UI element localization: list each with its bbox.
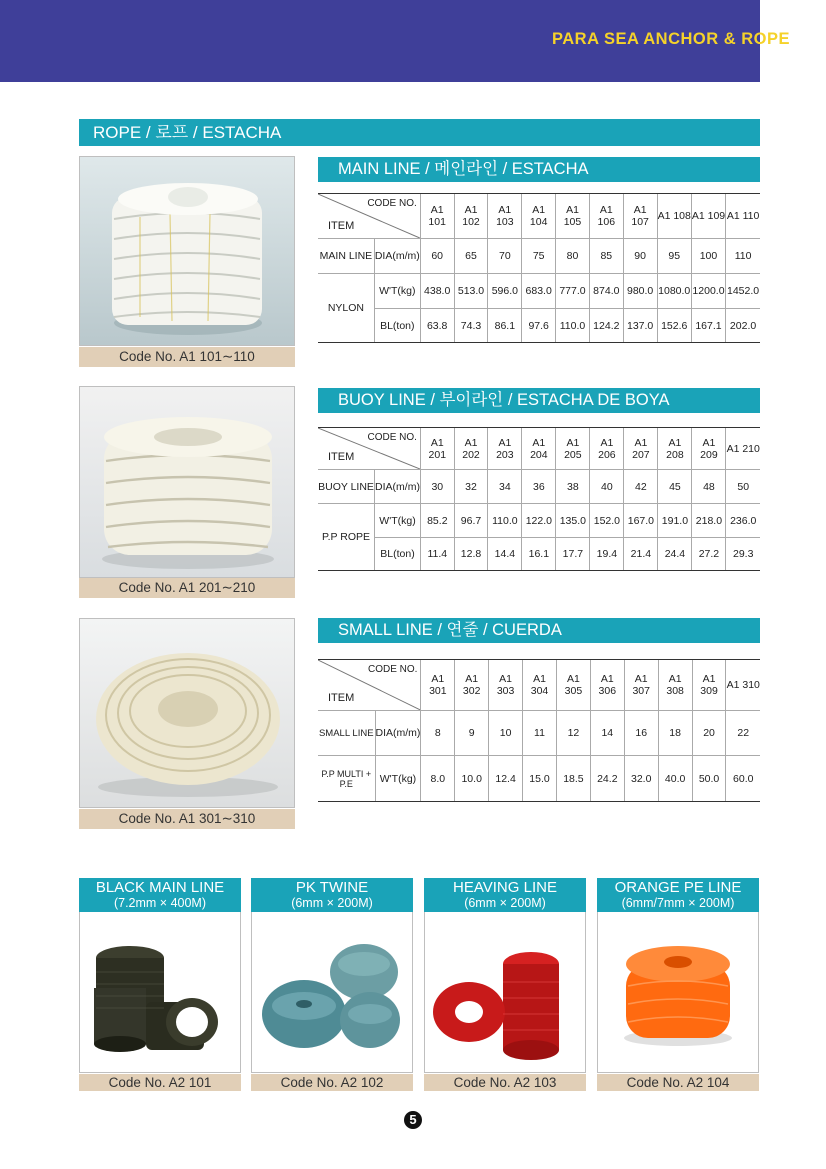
black-main-line-caption: Code No. A2 101: [79, 1074, 241, 1091]
table-cell: 27.2: [692, 538, 726, 571]
row-item: P.P MULTI + P.E: [318, 756, 375, 802]
table-cell: 30: [420, 470, 454, 504]
table-cell: 63.8: [420, 309, 454, 343]
table-cell: 29.3: [726, 538, 760, 571]
table-cell: 70: [488, 239, 522, 274]
table-cell: 8.0: [421, 756, 455, 802]
table-cell: 60: [420, 239, 454, 274]
table-cell: 74.3: [454, 309, 488, 343]
table-cell: 42: [624, 470, 658, 504]
table-cell: 85: [589, 239, 623, 274]
code-header: A1 304: [523, 660, 557, 711]
table-cell: 8: [421, 711, 455, 756]
table-cell: 777.0: [556, 274, 590, 309]
code-header: A1 106: [589, 194, 623, 239]
code-header: A1 310: [726, 660, 760, 711]
code-header: A1 205: [556, 428, 590, 470]
code-header: A1 107: [623, 194, 657, 239]
table-cell: 1080.0: [657, 274, 691, 309]
table-cell: 137.0: [623, 309, 657, 343]
table-cell: 95: [657, 239, 691, 274]
table-cell: 124.2: [589, 309, 623, 343]
buoy-line-caption: Code No. A1 201∼210: [79, 578, 295, 598]
table-cell: 152.0: [590, 504, 624, 538]
main-line-photo: [79, 156, 295, 346]
table-cell: 596.0: [488, 274, 522, 309]
heaving-line-caption: Code No. A2 103: [424, 1074, 586, 1091]
pk-twine-caption: Code No. A2 102: [251, 1074, 413, 1091]
row-unit: W'T(kg): [375, 504, 421, 538]
code-header: A1 208: [658, 428, 692, 470]
buoy-line-title: BUOY LINE / 부이라인 / ESTACHA DE BOYA: [318, 388, 760, 413]
product-spec: (6mm × 200M): [291, 896, 373, 910]
row-unit: BL(ton): [375, 538, 421, 571]
row-item: SMALL LINE: [318, 711, 375, 756]
table-cell: 86.1: [488, 309, 522, 343]
code-no-label: CODE NO.: [367, 432, 417, 443]
table-cell: 48: [692, 470, 726, 504]
row-unit: DIA(m/m): [375, 470, 421, 504]
group-label: P.P ROPE: [318, 504, 375, 571]
table-cell: 34: [488, 470, 522, 504]
orange-pe-line-caption: Code No. A2 104: [597, 1074, 759, 1091]
product-title: ORANGE PE LINE: [614, 879, 742, 896]
small-line-photo: [79, 618, 295, 808]
row-item: BUOY LINE: [318, 470, 375, 504]
page-number: 5: [404, 1111, 422, 1129]
code-header: A1 206: [590, 428, 624, 470]
item-label: ITEM: [328, 692, 355, 704]
code-header: A1 203: [488, 428, 522, 470]
pk-twine-photo: [251, 912, 413, 1073]
table-cell: 96.7: [454, 504, 488, 538]
table-cell: 167.1: [691, 309, 725, 343]
table-cell: 50.0: [692, 756, 726, 802]
table-cell: 14: [590, 711, 624, 756]
table-cell: 135.0: [556, 504, 590, 538]
small-line-caption: Code No. A1 301∼310: [79, 809, 295, 829]
code-header: A1 309: [692, 660, 726, 711]
small-line-title: SMALL LINE / 연줄 / CUERDA: [318, 618, 760, 643]
table-cell: 16.1: [522, 538, 556, 571]
table-cell: 24.2: [590, 756, 624, 802]
table-cell: 980.0: [623, 274, 657, 309]
product-title: BLACK MAIN LINE: [95, 879, 225, 896]
table-cell: 167.0: [624, 504, 658, 538]
table-cell: 12.4: [489, 756, 523, 802]
table-cell: 11.4: [420, 538, 454, 571]
main-line-caption: Code No. A1 101∼110: [79, 347, 295, 367]
row-unit: DIA(m/m): [375, 711, 421, 756]
table-cell: 236.0: [726, 504, 760, 538]
item-code-header: [318, 660, 421, 711]
table-cell: 874.0: [589, 274, 623, 309]
table-cell: 1452.0: [726, 274, 760, 309]
table-cell: 9: [455, 711, 489, 756]
code-header: A1 105: [556, 194, 590, 239]
table-cell: 97.6: [522, 309, 556, 343]
code-header: A1 103: [488, 194, 522, 239]
code-header: A1 108: [657, 194, 691, 239]
table-cell: 110.0: [556, 309, 590, 343]
table-cell: 12: [556, 711, 590, 756]
item-label: ITEM: [328, 451, 355, 463]
black-main-line-photo: [79, 912, 241, 1073]
table-cell: 18.5: [556, 756, 590, 802]
table-cell: 60.0: [726, 756, 760, 802]
table-cell: 90: [623, 239, 657, 274]
code-header: A1 110: [726, 194, 760, 239]
small-line-table: [318, 659, 760, 802]
code-header: A1 204: [522, 428, 556, 470]
row-unit: W'T(kg): [375, 756, 421, 802]
code-header: A1 306: [590, 660, 624, 711]
table-cell: 38: [556, 470, 590, 504]
table-cell: 152.6: [657, 309, 691, 343]
table-cell: 513.0: [454, 274, 488, 309]
code-header: A1 305: [556, 660, 590, 711]
product-title: HEAVING LINE: [453, 879, 557, 896]
table-cell: 80: [556, 239, 590, 274]
table-cell: 32: [454, 470, 488, 504]
table-cell: 85.2: [420, 504, 454, 538]
page-header-title: PARA SEA ANCHOR & ROPE: [551, 30, 790, 48]
table-cell: 11: [523, 711, 557, 756]
buoy-line-table: [318, 427, 760, 571]
table-cell: 218.0: [692, 504, 726, 538]
table-cell: 10: [489, 711, 523, 756]
heaving-line-photo: [424, 912, 586, 1073]
table-cell: 110.0: [488, 504, 522, 538]
main-line-title: MAIN LINE / 메인라인 / ESTACHA: [318, 157, 760, 182]
code-header: A1 307: [624, 660, 658, 711]
table-cell: 21.4: [624, 538, 658, 571]
table-cell: 10.0: [455, 756, 489, 802]
table-cell: 65: [454, 239, 488, 274]
table-cell: 110: [726, 239, 760, 274]
table-cell: 15.0: [523, 756, 557, 802]
product-title: PK TWINE: [295, 879, 369, 896]
table-cell: 40.0: [658, 756, 692, 802]
pk-twine-title-box: [251, 878, 413, 912]
code-header: A1 201: [420, 428, 454, 470]
table-cell: 24.4: [658, 538, 692, 571]
orange-pe-line-title-box: [597, 878, 759, 912]
table-cell: 122.0: [522, 504, 556, 538]
table-cell: 100: [691, 239, 725, 274]
code-header: A1 101: [420, 194, 454, 239]
code-header: A1 210: [726, 428, 760, 470]
table-cell: 18: [658, 711, 692, 756]
black-main-line-title-box: [79, 878, 241, 912]
code-header: A1 303: [489, 660, 523, 711]
product-spec: (7.2mm × 400M): [113, 896, 207, 910]
group-label: NYLON: [318, 274, 374, 343]
table-cell: 19.4: [590, 538, 624, 571]
table-cell: 16: [624, 711, 658, 756]
table-cell: 50: [726, 470, 760, 504]
product-spec: (6mm × 200M): [464, 896, 546, 910]
table-cell: 191.0: [658, 504, 692, 538]
table-cell: 438.0: [420, 274, 454, 309]
code-header: A1 308: [658, 660, 692, 711]
table-cell: 32.0: [624, 756, 658, 802]
heaving-line-title-box: [424, 878, 586, 912]
table-cell: 20: [692, 711, 726, 756]
table-cell: 1200.0: [691, 274, 725, 309]
buoy-line-photo: [79, 386, 295, 578]
item-code-header: [318, 194, 420, 239]
code-header: A1 301: [421, 660, 455, 711]
code-no-label: CODE NO.: [367, 664, 418, 675]
row-unit: BL(ton): [374, 309, 420, 343]
item-code-header: [318, 428, 420, 470]
section-title: ROPE / 로프 / ESTACHA: [79, 119, 760, 146]
code-header: A1 302: [455, 660, 489, 711]
code-header: A1 109: [691, 194, 725, 239]
code-header: A1 104: [522, 194, 556, 239]
code-header: A1 207: [624, 428, 658, 470]
product-spec: (6mm/7mm × 200M): [621, 896, 735, 910]
item-label: ITEM: [328, 220, 355, 232]
row-item: MAIN LINE: [318, 239, 374, 274]
code-header: A1 202: [454, 428, 488, 470]
code-header: A1 209: [692, 428, 726, 470]
orange-pe-line-photo: [597, 912, 759, 1073]
main-line-table: [318, 193, 760, 343]
table-cell: 75: [522, 239, 556, 274]
table-cell: 14.4: [488, 538, 522, 571]
table-cell: 12.8: [454, 538, 488, 571]
table-cell: 36: [522, 470, 556, 504]
row-unit: DIA(m/m): [374, 239, 420, 274]
table-cell: 202.0: [726, 309, 760, 343]
table-cell: 45: [658, 470, 692, 504]
table-cell: 683.0: [522, 274, 556, 309]
code-no-label: CODE NO.: [367, 198, 417, 209]
table-cell: 17.7: [556, 538, 590, 571]
code-header: A1 102: [454, 194, 488, 239]
row-unit: W'T(kg): [374, 274, 420, 309]
table-cell: 40: [590, 470, 624, 504]
table-cell: 22: [726, 711, 760, 756]
